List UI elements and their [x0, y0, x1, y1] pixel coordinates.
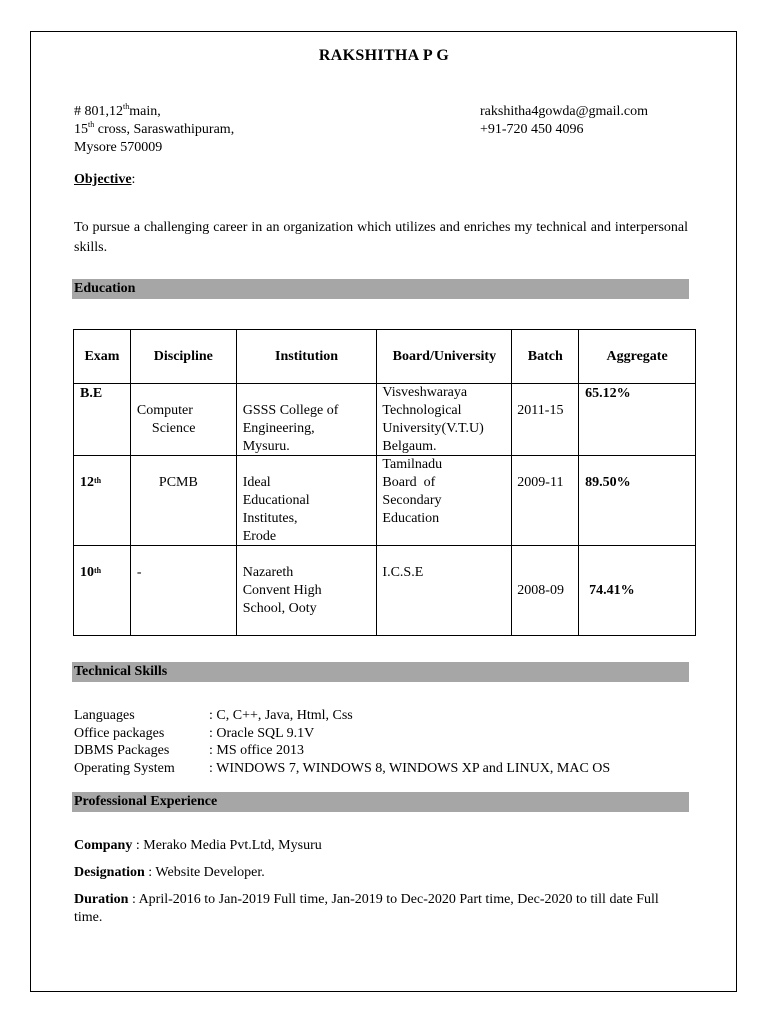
designation-value: : Website Developer. [144, 865, 265, 880]
skill-label-dbms: DBMS Packages [74, 743, 170, 758]
discipline-text: Science [151, 421, 196, 436]
cell-batch [512, 456, 579, 546]
column-header-exam: Exam [74, 330, 131, 384]
objective-text: To pursue a challenging career in an organization which utilizes and enriches my technical and interpersonal skills. [74, 220, 688, 255]
column-header-board: Board/University [377, 330, 512, 384]
cell-aggregate [579, 546, 696, 636]
exam-sup: th [94, 476, 102, 485]
institution-text: Educational [242, 493, 310, 508]
skill-label-languages: Languages [74, 708, 135, 723]
skill-value-dbms: : MS office 2013 [209, 743, 305, 758]
address-line-2-end: cross, Saraswathipuram, [94, 122, 235, 137]
address-line-1-end: main, [129, 104, 161, 119]
board-text: Belgaum. [382, 439, 437, 454]
cell-board [377, 456, 512, 546]
institution-text: Ideal [242, 475, 271, 490]
exam-number: 12 [80, 475, 94, 490]
batch-text: 2011-15 [517, 403, 564, 418]
cell-batch [512, 384, 579, 456]
column-header-institution: Institution [236, 330, 377, 384]
designation-row [74, 864, 265, 882]
board-text: Technological [382, 403, 462, 418]
experience-heading: Professional Experience [72, 792, 689, 812]
table-row [74, 384, 696, 456]
skill-value-office: : Oracle SQL 9.1V [209, 725, 315, 741]
exam-text [80, 474, 101, 492]
batch-text: 2008-09 [517, 583, 564, 598]
discipline-text: PCMB [158, 475, 198, 490]
company-row [74, 837, 322, 855]
institution-text: School, Ooty [242, 601, 317, 616]
board-text: Tamilnadu [382, 457, 443, 472]
batch-text: 2009-11 [517, 475, 564, 490]
objective-colon: : [131, 172, 136, 187]
technical-skills-heading: Technical Skills [72, 662, 689, 682]
institution-text: Nazareth [242, 565, 294, 580]
institution-text: Convent High [242, 583, 322, 598]
education-table [73, 329, 696, 636]
address-line-1-sup: th [123, 102, 130, 111]
education-heading: Education [72, 279, 689, 299]
company-label: Company [74, 838, 133, 853]
institution-text: Erode [242, 529, 277, 544]
cell-exam [74, 546, 131, 636]
aggregate-text: 89.50% [585, 475, 631, 490]
column-header-aggregate: Aggregate [579, 330, 696, 384]
cell-aggregate [579, 384, 696, 456]
cell-discipline [130, 384, 236, 456]
column-header-batch: Batch [512, 330, 579, 384]
discipline-text: - [136, 565, 142, 580]
address-line-1-start: # 801,12 [74, 104, 123, 119]
exam-number: 10 [80, 565, 94, 580]
objective-heading [74, 172, 135, 188]
address-line-2-sup: th [88, 120, 95, 129]
board-text: Visveshwaraya [382, 385, 468, 400]
cell-institution [236, 546, 377, 636]
board-text: Board of [382, 475, 436, 490]
cell-board [377, 546, 512, 636]
address-line-2 [74, 122, 234, 138]
address-line-1 [74, 104, 161, 120]
board-text: Education [382, 511, 440, 526]
cell-board [377, 384, 512, 456]
aggregate-text: 74.41% [589, 583, 635, 598]
institution-text: GSSS College of [242, 403, 339, 418]
skill-label-os: Operating System [74, 760, 175, 776]
company-value: : Merako Media Pvt.Ltd, Mysuru [132, 838, 322, 853]
skill-value-languages: : C, C++, Java, Html, Css [209, 708, 353, 723]
address-line-2-start: 15 [74, 122, 88, 137]
email-address[interactable]: rakshitha4gowda@gmail.com [480, 104, 649, 119]
address-line-3: Mysore 570009 [74, 140, 163, 155]
objective-heading-text: Objective [74, 172, 132, 187]
table-row [74, 546, 696, 636]
duration-label: Duration [74, 892, 129, 907]
skill-label-office: Office packages [74, 725, 165, 741]
exam-text: B.E [80, 386, 103, 401]
cell-institution [236, 456, 377, 546]
education-table-header [74, 330, 696, 384]
institution-text: Engineering, [242, 421, 315, 436]
board-text: University(V.T.U) [382, 421, 484, 436]
cell-exam [74, 384, 131, 456]
skill-value-os: : WINDOWS 7, WINDOWS 8, WINDOWS XP and LINUX, MAC OS [209, 760, 611, 776]
candidate-name: RAKSHITHA P G [318, 47, 450, 64]
duration-value: : April-2016 to Jan-2019 Full time, Jan-2019 to Dec-2020 Part time, Dec-2020 to till date Full time. [74, 892, 663, 925]
table-row [74, 456, 696, 546]
aggregate-text: 65.12% [585, 386, 631, 401]
cell-institution [236, 384, 377, 456]
cell-discipline [130, 456, 236, 546]
board-text: Secondary [382, 493, 442, 508]
cell-exam [74, 456, 131, 546]
cell-batch [512, 546, 579, 636]
column-header-discipline: Discipline [130, 330, 236, 384]
exam-text [80, 564, 101, 582]
designation-label: Designation [74, 865, 145, 880]
exam-sup: th [94, 566, 102, 575]
discipline-text: Computer [136, 403, 193, 418]
phone-number: +91-720 450 4096 [480, 122, 584, 137]
institution-text: Institutes, [242, 511, 298, 526]
cell-discipline [130, 546, 236, 636]
board-text: I.C.S.E [382, 565, 424, 580]
institution-text: Mysuru. [242, 439, 290, 454]
cell-aggregate [579, 456, 696, 546]
duration-row [74, 891, 674, 927]
